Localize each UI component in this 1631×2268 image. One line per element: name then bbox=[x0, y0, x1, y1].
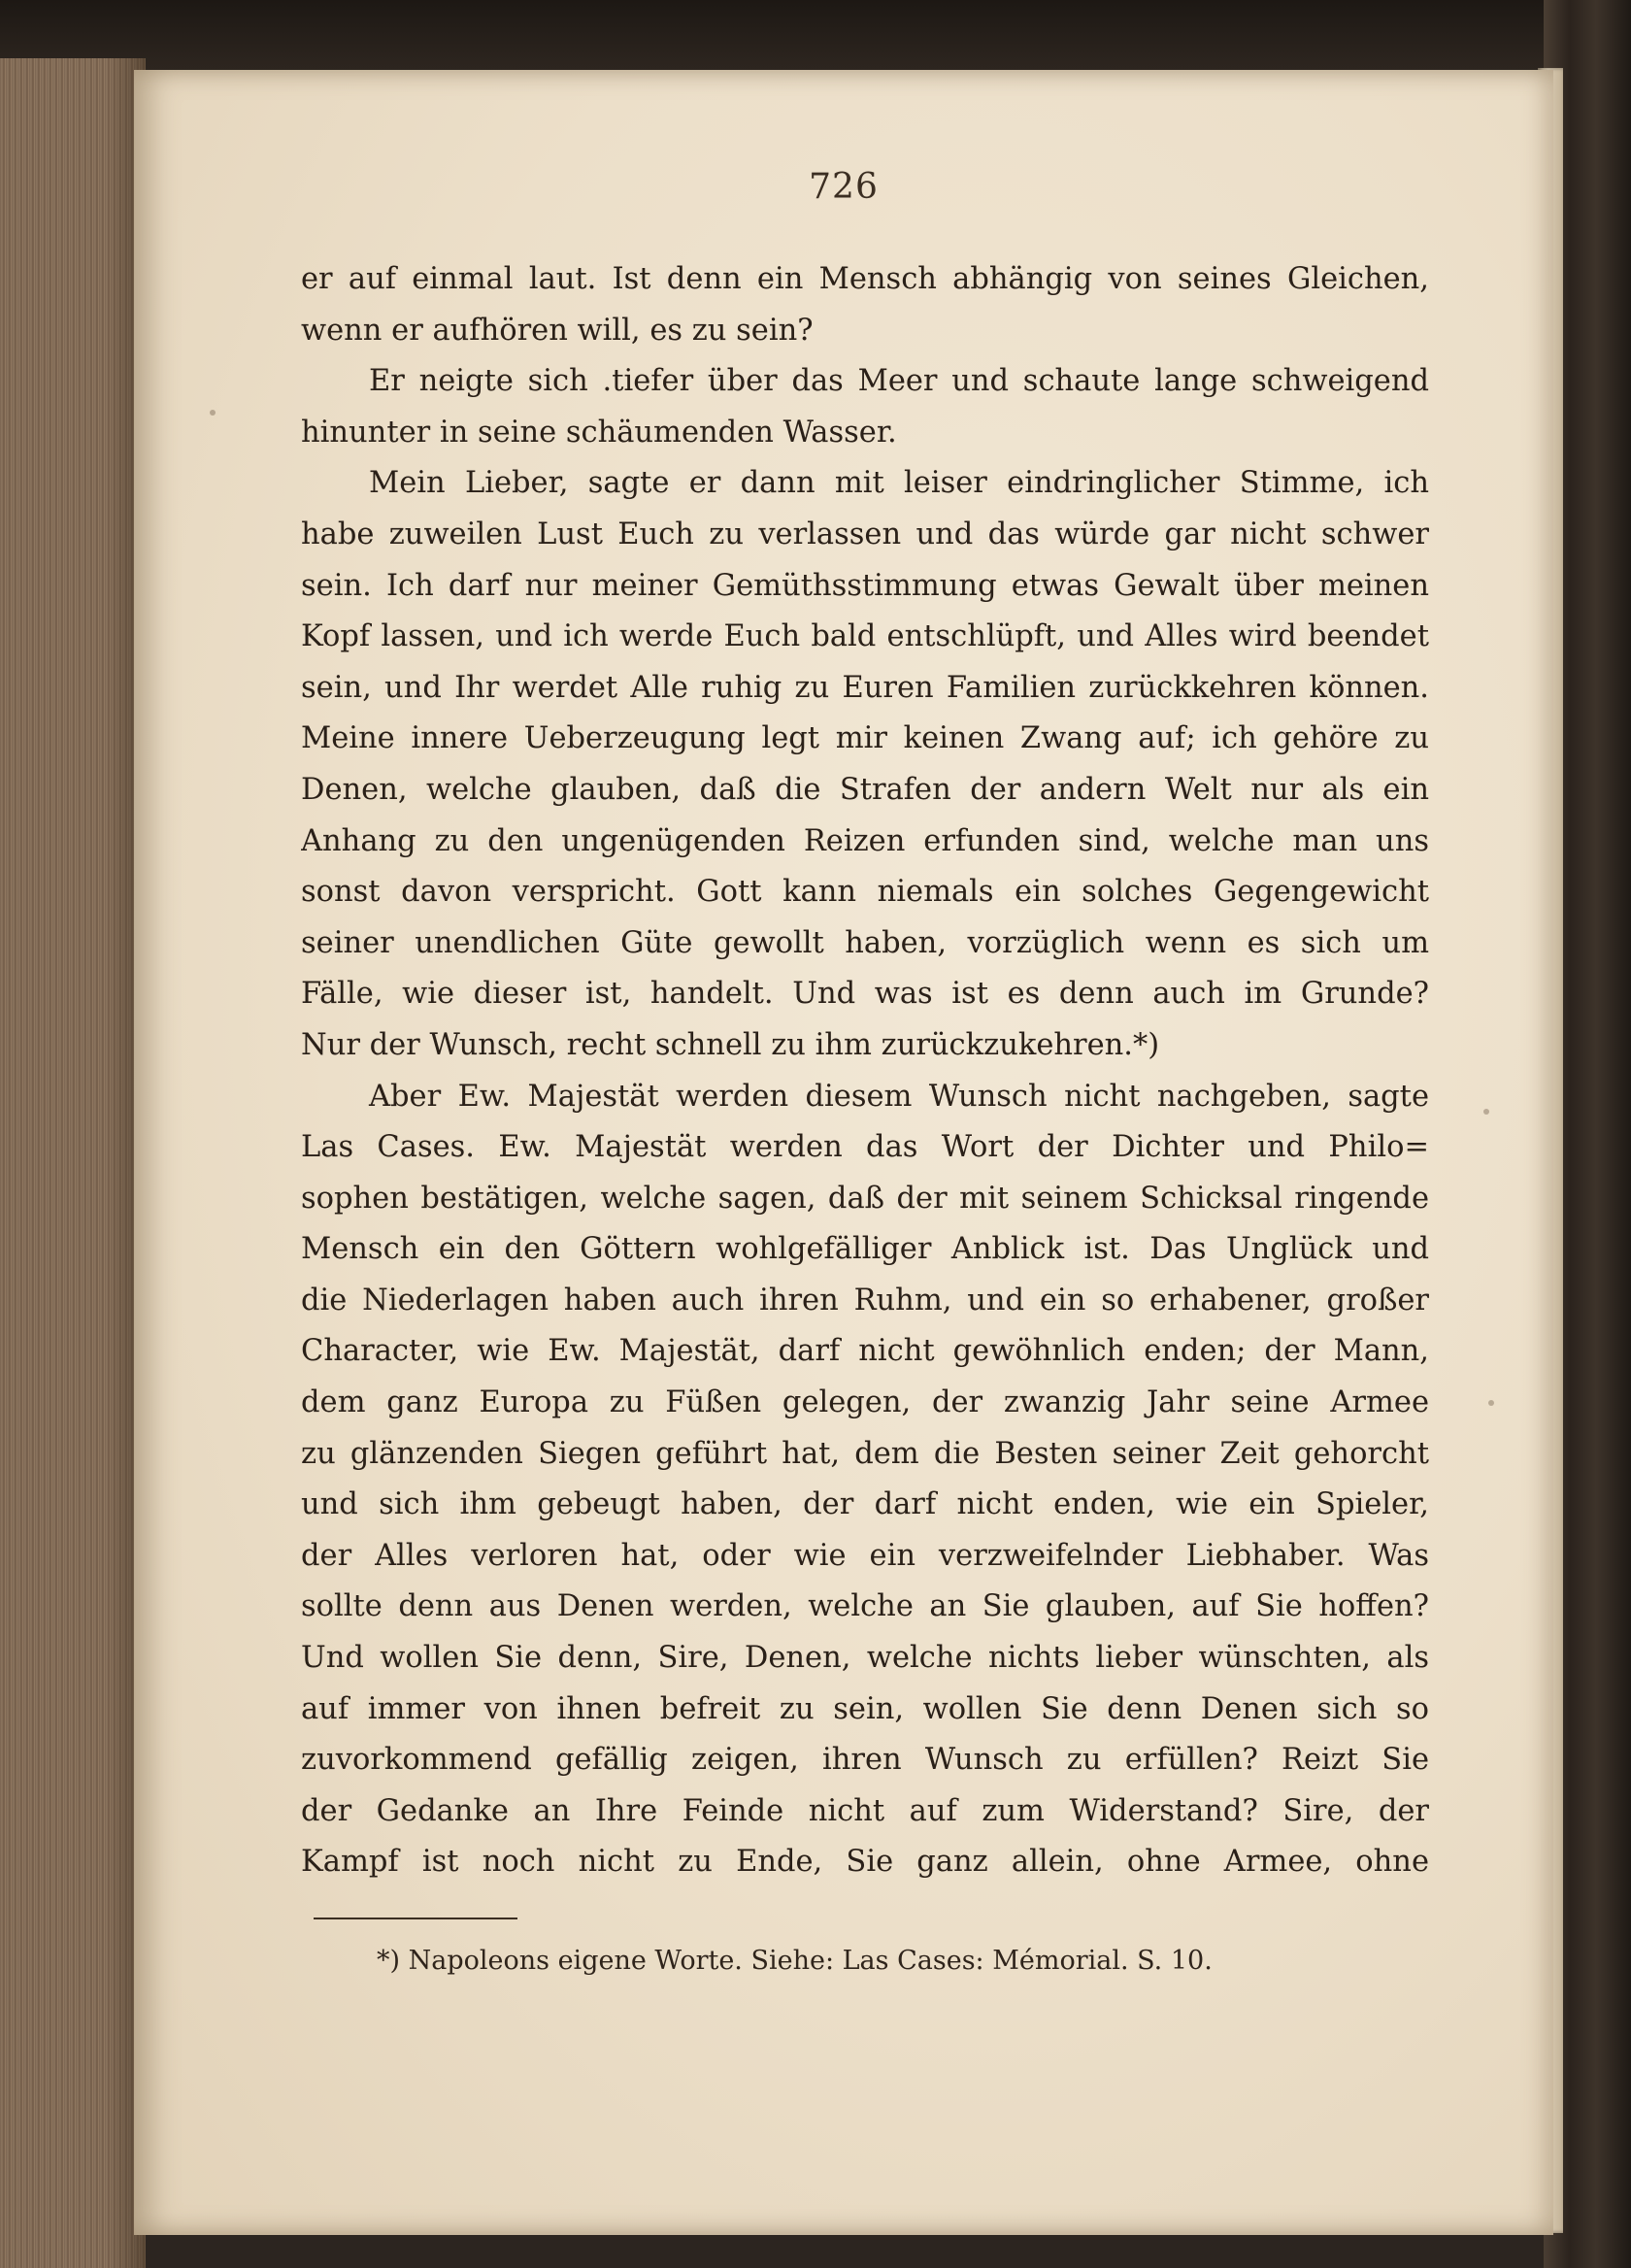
text-line: der Gedanke an Ihre Feinde nicht auf zum Widerstand? Sire, der bbox=[301, 1793, 1429, 1828]
text-line: sein, und Ihr werdet Alle ruhig zu Euren Familien zurückkehren können. bbox=[301, 670, 1429, 705]
text-line: Character, wie Ew. Majestät, darf nicht gewöhnlich enden; der Mann, bbox=[301, 1334, 1429, 1369]
text-line: und sich ihm gebeugt haben, der darf nicht enden, wie ein Spieler, bbox=[301, 1487, 1429, 1522]
text-line: Nur der Wunsch, recht schnell zu ihm zurückzukehren.*) bbox=[301, 1027, 1160, 1062]
text-line: zuvorkommend gefällig zeigen, ihren Wunsch zu erfüllen? Reizt Sie bbox=[301, 1743, 1429, 1778]
text-line: Las Cases. Ew. Majestät werden das Wort der Dichter und Philo= bbox=[301, 1130, 1429, 1165]
body-text bbox=[301, 254, 1429, 1888]
text-line: wenn er aufhören will, es zu sein? bbox=[301, 313, 814, 348]
text-line: auf immer von ihnen befreit zu sein, wollen Sie denn Denen sich so bbox=[301, 1691, 1429, 1726]
paper-speck bbox=[1488, 1400, 1494, 1406]
text-line: Meine innere Ueberzeugung legt mir keinen Zwang auf; ich gehöre zu bbox=[301, 721, 1429, 756]
page-stack-edge bbox=[0, 58, 146, 2268]
text-line: Mensch ein den Göttern wohlgefälliger Anblick ist. Das Unglück und bbox=[301, 1232, 1429, 1267]
page-number: 726 bbox=[809, 167, 879, 207]
text-line: zu glänzenden Siegen geführt hat, dem die Besten seiner Zeit gehorcht bbox=[301, 1436, 1429, 1471]
text-line: habe zuweilen Lust Euch zu verlassen und das würde gar nicht schwer bbox=[301, 517, 1429, 551]
top-shadow bbox=[0, 0, 1631, 78]
text-line: die Niederlagen haben auch ihren Ruhm, und ein so erhabener, großer bbox=[301, 1283, 1429, 1317]
text-line: Denen, welche glauben, daß die Strafen der andern Welt nur als ein bbox=[301, 772, 1429, 807]
text-line: sophen bestätigen, welche sagen, daß der mit seinem Schicksal ringende bbox=[301, 1181, 1429, 1216]
text-line: Kampf ist noch nicht zu Ende, Sie ganz allein, ohne Armee, ohne bbox=[301, 1845, 1429, 1880]
paper-speck bbox=[1483, 1109, 1489, 1115]
footnote-rule bbox=[314, 1918, 517, 1919]
footnote: *) Napoleons eigene Worte. Siehe: Las Cases: Mémorial. S. 10. bbox=[377, 1946, 1213, 1976]
text-line: seiner unendlichen Güte gewollt haben, vorzüglich wenn es sich um bbox=[301, 925, 1429, 960]
text-line: sonst davon verspricht. Gott kann niemals ein solches Gegengewicht bbox=[301, 875, 1429, 910]
paper-speck bbox=[210, 410, 216, 416]
text-line: Aber Ew. Majestät werden diesem Wunsch nicht nachgeben, sagte bbox=[369, 1079, 1429, 1114]
text-line: Er neigte sich .tiefer über das Meer und schaute lange schweigend bbox=[369, 364, 1429, 399]
text-line: sollte denn aus Denen werden, welche an Sie glauben, auf Sie hoffen? bbox=[301, 1589, 1429, 1624]
text-line: Kopf lassen, und ich werde Euch bald entschlüpft, und Alles wird beendet bbox=[301, 619, 1429, 654]
text-line: Und wollen Sie denn, Sire, Denen, welche nichts lieber wünschten, als bbox=[301, 1641, 1429, 1676]
text-line: Fälle, wie dieser ist, handelt. Und was ist es denn auch im Grunde? bbox=[301, 977, 1429, 1012]
text-line: der Alles verloren hat, oder wie ein verzweifelnder Liebhaber. Was bbox=[301, 1538, 1429, 1573]
text-line: Mein Lieber, sagte er dann mit leiser eindringlicher Stimme, ich bbox=[369, 466, 1429, 501]
book-page bbox=[134, 70, 1553, 2235]
text-line: dem ganz Europa zu Füßen gelegen, der zwanzig Jahr seine Armee bbox=[301, 1385, 1429, 1420]
text-line: sein. Ich darf nur meiner Gemüthsstimmung etwas Gewalt über meinen bbox=[301, 568, 1429, 603]
text-line: hinunter in seine schäumenden Wasser. bbox=[301, 415, 897, 450]
text-line: Anhang zu den ungenügenden Reizen erfunden sind, welche man uns bbox=[301, 823, 1429, 858]
text-line: er auf einmal laut. Ist denn ein Mensch abhängig von seines Gleichen, bbox=[301, 262, 1429, 296]
